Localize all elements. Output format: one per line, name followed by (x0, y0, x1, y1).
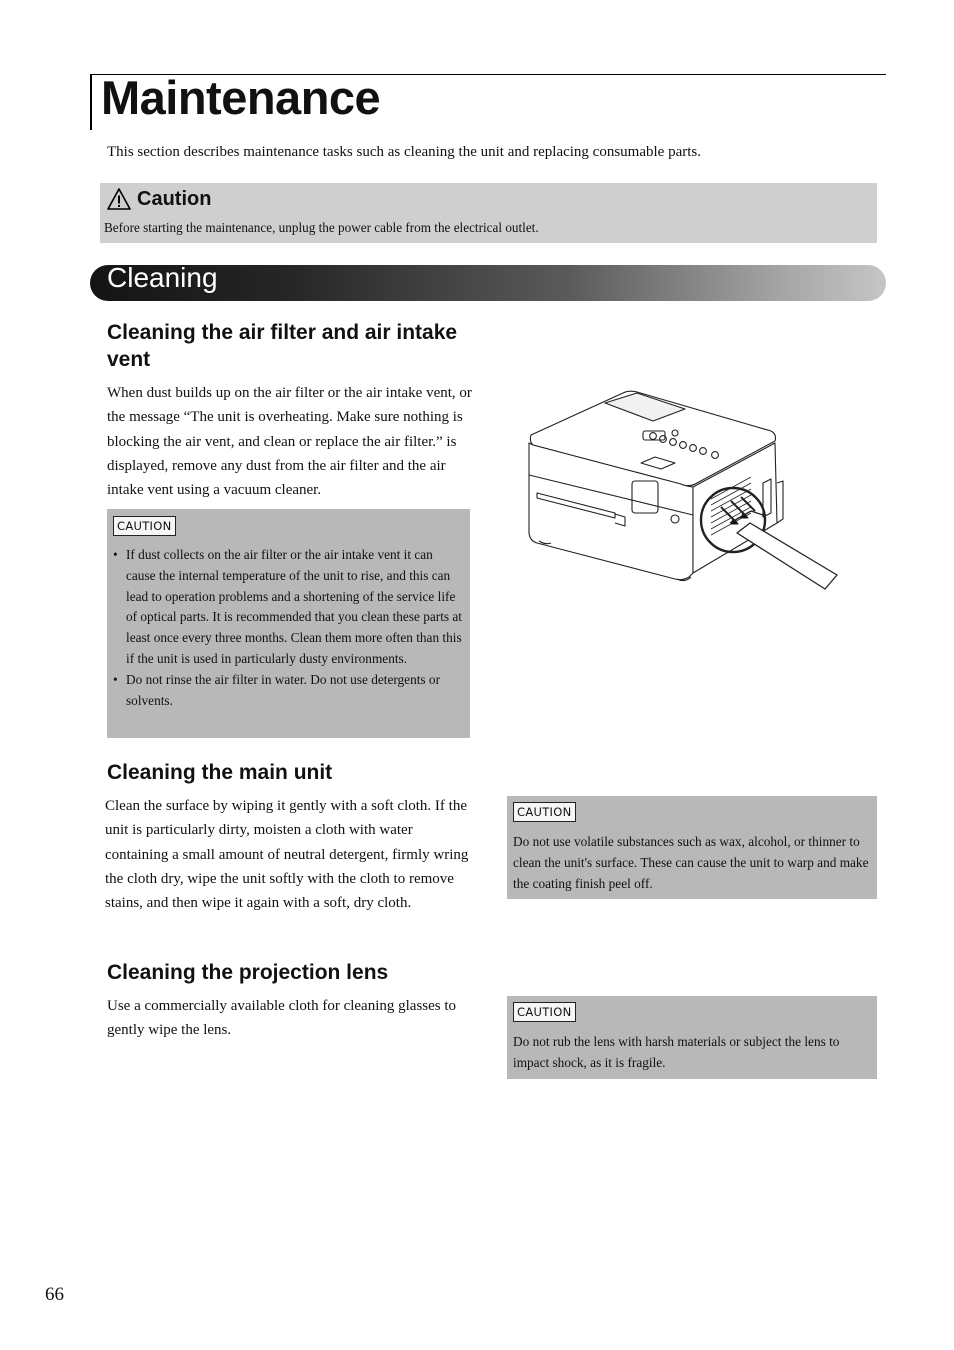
bullet-text: If dust collects on the air filter or the air intake vent it can cause the internal temperature of the unit to rise, and this can lead to operation problems and a shortening of the service life of optical parts. It is recommended that you clean these parts at least once every three months. Clean them more often than this if the unit is used in particularly dusty environments. (126, 547, 462, 666)
page-title: Maintenance (101, 71, 381, 124)
caution-text: Do not rub the lens with harsh materials or subject the lens to impact shock, as it is fragile. (513, 1034, 840, 1070)
list-item: • If dust collects on the air filter or the air intake vent it can cause the internal temperature of the unit to rise, and this can lead to operation problems and a shortening of the service life of optical parts. It is recommended that you clean these parts at least once every three months. Clean them more often than this if the unit is used in particularly dusty environments. (113, 547, 462, 666)
lens-body: Use a commercially available cloth for cleaning glasses to gently wipe the lens. (107, 998, 457, 1039)
air-filter-caution-panel (107, 509, 470, 738)
page-number: 66 (45, 1284, 64, 1305)
bullet-text: Do not rinse the air filter in water. Do not use detergents or solvents. (126, 671, 440, 708)
warning-triangle-icon (107, 187, 131, 211)
section-title: Cleaning (107, 262, 218, 293)
header-left-bar (90, 74, 92, 130)
subheading-air-filter: Cleaning the air filter and air intake vent (107, 321, 458, 371)
lens-caution-panel (507, 996, 877, 1079)
caution-label: CAUTION (513, 1002, 576, 1022)
subheading-main-unit: Cleaning the main unit (107, 761, 333, 784)
caution-text: Before starting the maintenance, unplug the power cable from the electrical outlet. (104, 220, 539, 235)
caution-title: Caution (137, 188, 212, 210)
caution-label: CAUTION (513, 802, 576, 822)
list-item: • Do not rinse the air filter in water. Do not use detergents or solvents. (113, 671, 440, 708)
caution-label: CAUTION (113, 516, 176, 536)
caution-bullet-list (107, 545, 462, 711)
caution-text: Do not use volatile substances such as wax, alcohol, or thinner to clean the unit's surface. These can cause the unit to warp and make the coating finish peel off. (513, 834, 869, 891)
intro-text: This section describes maintenance tasks such as cleaning the unit and replacing consumable parts. (107, 144, 701, 160)
projector-vacuum-illustration (525, 383, 845, 593)
main-unit-body: Clean the surface by wiping it gently with a soft cloth. If the unit is particularly dirty, moisten a cloth with water containing a small amount of neutral detergent, firmly wring the cloth dry, wipe the unit softly with the cloth to remove stains, and then wipe it again with a soft, dry cloth. (105, 798, 469, 912)
main-unit-caution-panel (507, 796, 877, 899)
subheading-projection-lens: Cleaning the projection lens (107, 961, 389, 984)
air-filter-body: When dust builds up on the air filter or the air intake vent, or the message “The unit is overheating. Make sure nothing is blocking the air vent, and clean or replace the air filter.” is displayed, remove any dust from the air filter and the air intake vent using a vacuum cleaner. (107, 385, 472, 499)
